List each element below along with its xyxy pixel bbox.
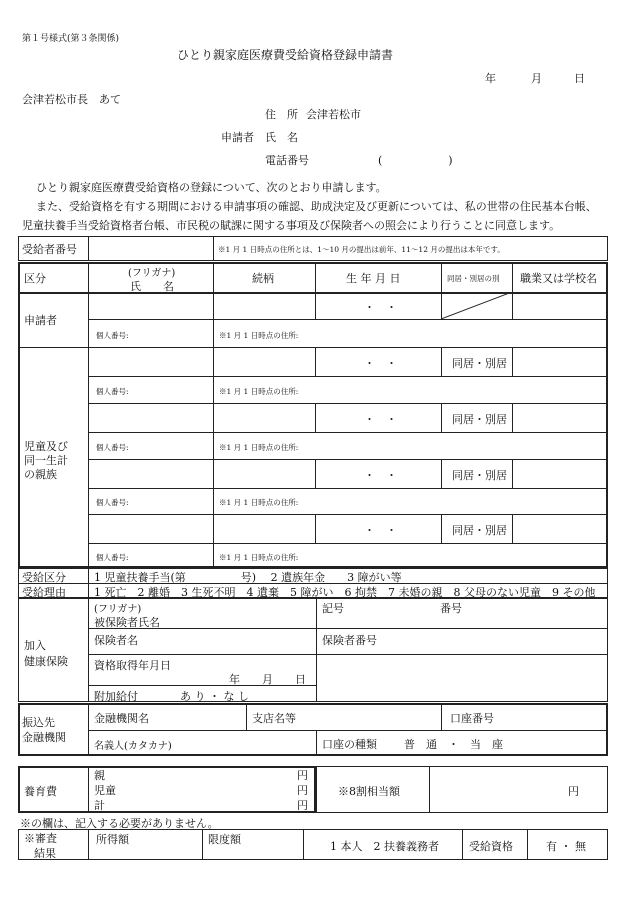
benefit-kubun-label: 受給区分: [22, 571, 66, 584]
benefit-reason-label: 受給理由: [22, 586, 66, 599]
acquired-date-ymd: 年 月 日: [229, 673, 306, 686]
account-type-label: 口座の種類: [322, 738, 377, 751]
insurance-label-2: 健康保険: [24, 655, 68, 668]
intro-line-3: 児童扶養手当受給資格者台帳、市民税の賦課に関する事項及び保険者への照会により行うことに同意します。: [22, 219, 561, 232]
insured-name-label: 被保険者氏名: [94, 616, 160, 629]
address-date-note: ※1 月 1 日時点の住所とは、1～10 月の提出は前年、11～12 月の提出は本年です。: [218, 245, 505, 254]
form-title: ひとり親家庭医療費受給資格登録申請書: [177, 48, 394, 62]
applicant-mynumber-label: 個人番号:: [96, 331, 129, 340]
child1-mynumber-label: 個人番号:: [96, 387, 129, 396]
support-row-total: 計: [94, 799, 105, 812]
branch-label: 支店名等: [252, 712, 296, 725]
insurance-furigana: (フリガナ): [94, 604, 142, 615]
applicant-label: 申請者: [221, 131, 254, 144]
benefit-kubun-value[interactable]: 1 児童扶養手当(第 号) 2 遺族年金 3 障がい等: [94, 571, 402, 584]
support-yen-parent: 円: [297, 769, 308, 782]
footer-note: ※の欄は、記入する必要がありません。: [20, 817, 219, 830]
form-number: 第１号様式(第３条関係): [22, 34, 120, 44]
child4-address-note: ※1 月 1 日時点の住所:: [219, 553, 299, 562]
col-furigana: (フリガナ): [128, 268, 176, 279]
benefit-reason-value[interactable]: 1 死亡 2 離婚 3 生死不明 4 遺棄 5 障がい 6 拘禁 7 未婚の親 8 父母のない児童 9 その他: [94, 586, 596, 599]
address-label: 住 所: [265, 108, 298, 121]
family-table: [18, 262, 608, 568]
col-cohabit: 同居・別居の別: [447, 274, 500, 283]
child3-address-note: ※1 月 1 日時点の住所:: [219, 498, 299, 507]
addressee: 会津若松市長 あて: [22, 93, 121, 106]
applicant-birth-dots: ・ ・: [364, 301, 397, 314]
additional-benefit-label: 附加給付: [94, 690, 138, 703]
child1-cohabit[interactable]: 同居・別居: [452, 357, 507, 370]
eligibility-value: 有 ・ 無: [546, 840, 586, 853]
bank-label-1: 振込先: [22, 716, 55, 729]
additional-benefit-value[interactable]: あ り ・ な し: [180, 690, 249, 703]
eligibility-label: 受給資格: [469, 840, 513, 853]
insurer-number-label: 保険者番号: [322, 634, 377, 647]
child2-address-note: ※1 月 1 日時点の住所:: [219, 443, 299, 452]
children-label-2: 同一生計: [24, 454, 68, 467]
col-birth: 生 年 月 日: [346, 272, 401, 285]
col-relation: 続柄: [252, 272, 274, 285]
col-job: 職業又は学校名: [520, 272, 597, 285]
applicant-row-label: 申請者: [24, 314, 57, 327]
insurer-name-label: 保険者名: [94, 634, 138, 647]
intro-line-1: ひとり親家庭医療費受給資格の登録について、次のとおり申請します。: [36, 181, 387, 194]
diagonal-strike: [441, 292, 512, 319]
child3-mynumber-label: 個人番号:: [96, 498, 129, 507]
account-holder-label: 名義人(カタカナ): [94, 741, 172, 752]
child3-birth-dots: ・ ・: [364, 469, 397, 482]
support-label: 養育費: [24, 785, 57, 798]
review-label-2: 結果: [34, 847, 56, 860]
child2-birth-dots: ・ ・: [364, 413, 397, 426]
recipient-number-label: 受給者番号: [22, 243, 77, 256]
bank-name-label: 金融機関名: [94, 712, 149, 725]
children-label-3: の親族: [24, 468, 57, 481]
eighty-percent-yen: 円: [568, 785, 579, 798]
support-box: [18, 766, 316, 813]
account-type-value[interactable]: 普 通 ・ 当 座: [404, 738, 503, 751]
support-row-child: 児童: [94, 784, 116, 797]
phone-paren: ( ): [378, 154, 453, 167]
income-label: 所得額: [96, 833, 129, 846]
address-value: 会津若松市: [306, 108, 361, 121]
symbol-label: 記号: [322, 602, 344, 615]
person-type: 1 本人 2 扶養義務者: [330, 840, 439, 853]
eighty-percent-label: ※8割相当額: [338, 785, 400, 798]
child4-mynumber-label: 個人番号:: [96, 553, 129, 562]
limit-label: 限度額: [208, 833, 241, 846]
name-label: 氏 名: [265, 131, 298, 144]
child4-birth-dots: ・ ・: [364, 524, 397, 537]
child1-address-note: ※1 月 1 日時点の住所:: [219, 387, 299, 396]
acquired-date-label: 資格取得年月日: [94, 659, 171, 672]
date-year: 年: [485, 72, 496, 85]
intro-line-2: また、受給資格を有する期間における申請事項の確認、助成決定及び更新については、私の世帯の住民基本台帳、: [36, 200, 597, 213]
child2-mynumber-label: 個人番号:: [96, 443, 129, 452]
account-number-label: 口座番号: [450, 712, 494, 725]
applicant-address-note: ※1 月 1 日時点の住所:: [219, 331, 299, 340]
date-month: 月: [531, 72, 542, 85]
child3-cohabit[interactable]: 同居・別居: [452, 469, 507, 482]
col-name: 氏 名: [130, 280, 174, 293]
bank-label-2: 金融機関: [22, 731, 66, 744]
recipient-number-input[interactable]: [89, 237, 213, 260]
date-day: 日: [574, 72, 585, 85]
phone-label: 電話番号: [265, 154, 309, 167]
support-row-parent: 親: [94, 769, 105, 782]
insurance-label-1: 加入: [24, 639, 46, 652]
children-label-1: 児童及び: [24, 440, 68, 453]
child1-birth-dots: ・ ・: [364, 357, 397, 370]
number-label: 番号: [440, 602, 462, 615]
support-yen-child: 円: [297, 784, 308, 797]
child4-cohabit[interactable]: 同居・別居: [452, 524, 507, 537]
review-label-1: ※審査: [24, 832, 57, 845]
col-kubun: 区分: [24, 272, 46, 285]
support-yen-total: 円: [297, 799, 308, 812]
child2-cohabit[interactable]: 同居・別居: [452, 413, 507, 426]
